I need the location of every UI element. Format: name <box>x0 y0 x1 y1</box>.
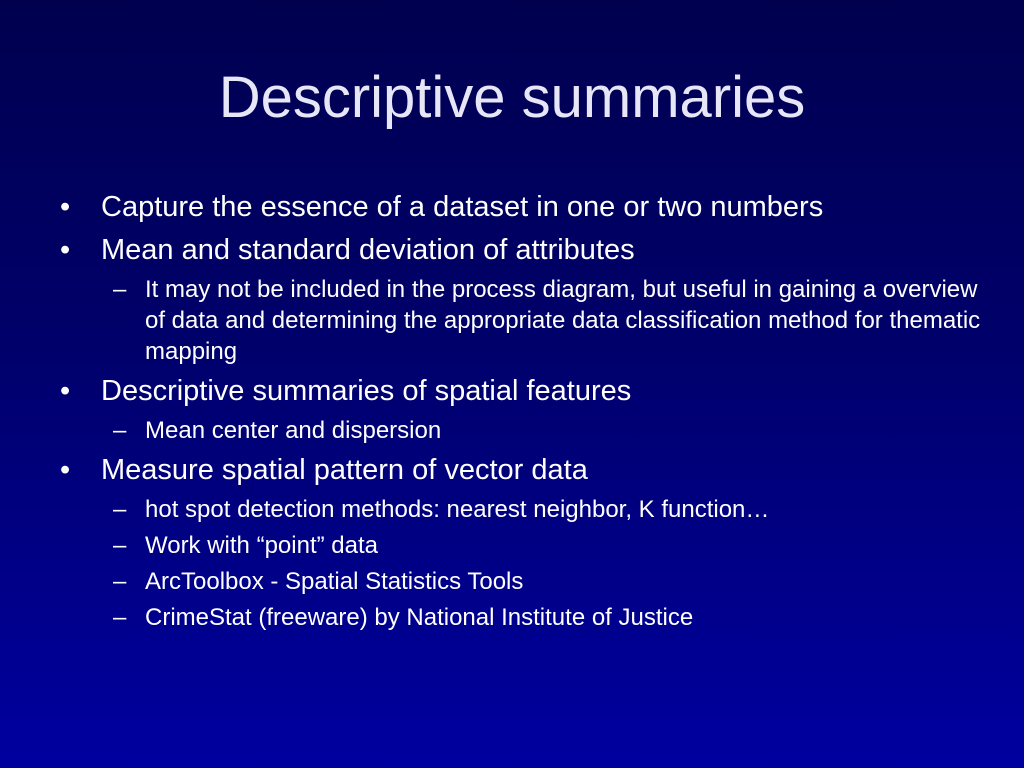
bullet-text: Capture the essence of a dataset in one or two numbers <box>101 191 824 223</box>
sub-bullet-item <box>113 566 986 597</box>
sub-bullet-marker: – <box>113 496 127 523</box>
bullet-text: Descriptive summaries of spatial features <box>101 375 632 407</box>
bullet-marker: • <box>60 191 71 223</box>
bullet-marker: • <box>60 454 71 486</box>
sub-bullet-item <box>113 494 986 525</box>
sub-bullet-marker: – <box>113 276 127 303</box>
sub-bullet-text: It may not be included in the process diagram, but useful in gaining a overview of data and determining the appropriate data classification method for thematic mapping <box>145 276 981 365</box>
bullet-item <box>56 231 986 269</box>
sub-bullet-text: ArcToolbox - Spatial Statistics Tools <box>145 568 524 595</box>
sub-bullet-text: Mean center and dispersion <box>145 417 442 444</box>
bullet-item <box>56 451 986 489</box>
sub-bullet-text: hot spot detection methods: nearest neighbor, K function… <box>145 496 770 523</box>
bullet-item <box>56 188 986 226</box>
sub-bullet-item <box>113 602 986 633</box>
sub-bullet-text: CrimeStat (freeware) by National Institute of Justice <box>145 604 694 631</box>
sub-bullet-marker: – <box>113 568 127 595</box>
sub-bullet-item <box>113 274 986 367</box>
sub-bullet-marker: – <box>113 532 127 559</box>
sub-bullet-item <box>113 415 986 446</box>
bullet-marker: • <box>60 234 71 266</box>
bullet-text: Mean and standard deviation of attributes <box>101 234 635 266</box>
bullet-text: Measure spatial pattern of vector data <box>101 454 588 486</box>
slide-body <box>56 183 986 633</box>
sub-bullet-marker: – <box>113 417 127 444</box>
bullet-item <box>56 372 986 410</box>
sub-bullet-text: Work with “point” data <box>145 532 378 559</box>
sub-bullet-marker: – <box>113 604 127 631</box>
slide-title: Descriptive summaries <box>218 65 806 130</box>
sub-bullet-item <box>113 530 986 561</box>
bullet-marker: • <box>60 375 71 407</box>
